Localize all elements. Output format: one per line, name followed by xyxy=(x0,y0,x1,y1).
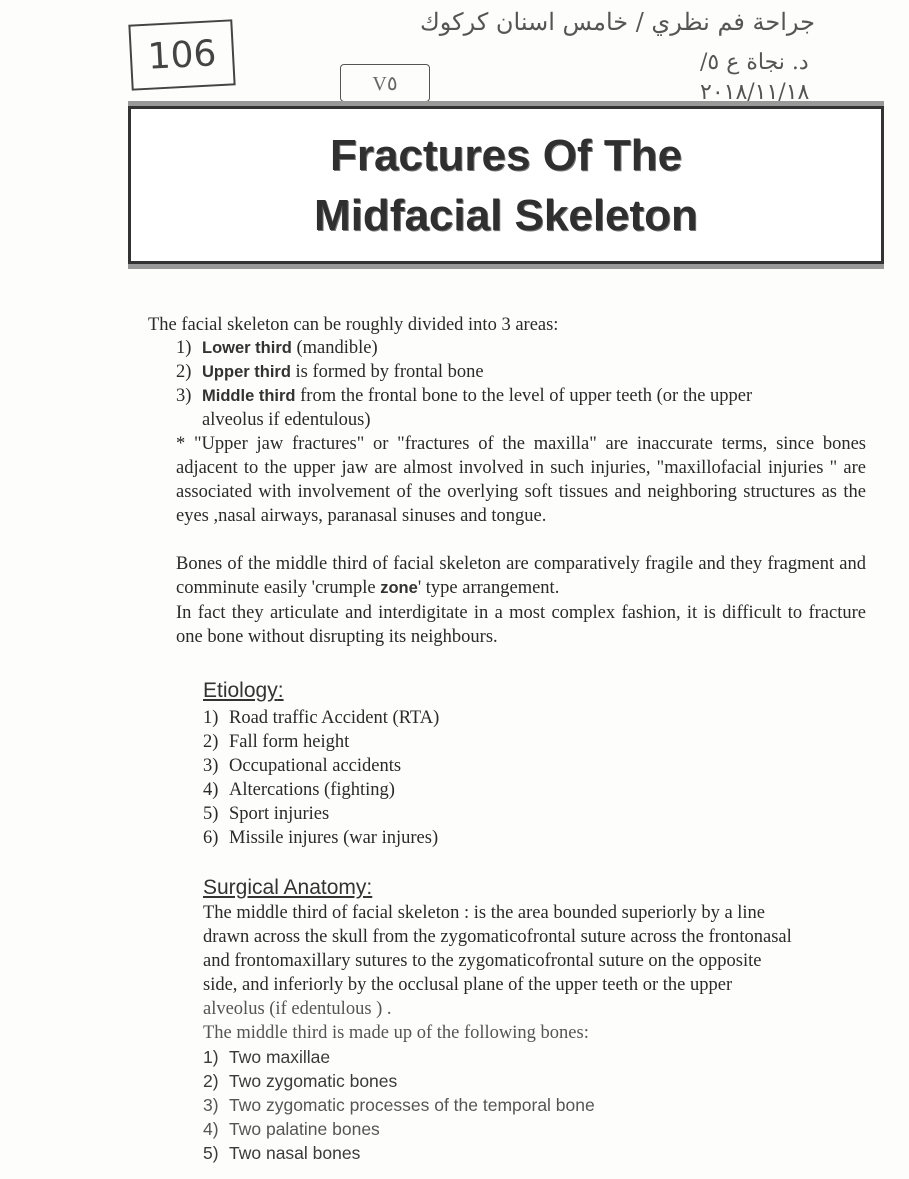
handwritten-date: ٢٠١٨/١١/١٨ xyxy=(700,80,810,105)
anatomy-line: side, and inferiorly by the occlusal plane of the upper teeth or the upper xyxy=(203,975,733,995)
anatomy-line: drawn across the skull from the zygomaticofrontal suture across the frontonasal xyxy=(203,927,792,947)
etiology-text: Sport injuries xyxy=(229,804,330,824)
articulation-paragraph: In fact they articulate and interdigitate in a most complex fashion, it is difficult to fracture one bone without disrupting its neighbours. xyxy=(176,603,866,647)
bone-item xyxy=(203,1045,330,1069)
etiology-heading-text: Etiology xyxy=(203,679,278,702)
etiology-number: 1) xyxy=(203,708,219,728)
bone-number: 1) xyxy=(203,1047,219,1067)
handwritten-box-note: V٥ xyxy=(340,64,430,102)
area-item xyxy=(176,384,752,408)
title-line-2: Midfacial Skeleton xyxy=(314,191,698,240)
etiology-text: Occupational accidents xyxy=(229,756,402,776)
area-number: 3) xyxy=(176,386,192,406)
fragility-bold: zone xyxy=(380,579,418,597)
etiology-text: Altercations (fighting) xyxy=(229,780,395,800)
etiology-number: 5) xyxy=(203,804,219,824)
area-3-continuation: alveolus if edentulous) xyxy=(202,410,371,430)
bone-text: Two zygomatic bones xyxy=(229,1071,398,1091)
etiology-text: Fall form height xyxy=(229,732,350,752)
anatomy-line: The middle third of facial skeleton : is the area bounded superiorly by a line xyxy=(203,903,766,923)
area-term: Middle third xyxy=(202,387,296,405)
bone-item xyxy=(203,1093,595,1117)
bone-text: Two maxillae xyxy=(229,1047,331,1067)
anatomy-heading-colon: : xyxy=(366,876,373,899)
anatomy-line: and frontomaxillary sutures to the zygomaticofrontal suture on the opposite xyxy=(203,951,762,971)
note-paragraph: * "Upper jaw fractures" or "fractures of the maxilla" are inaccurate terms, since bones adjacent to the upper jaw are almost involved in such injuries, "maxillofacial injuries " are associated with involvement of the overlying soft tissues and neighboring structures as the eyes ,nasal airways, paranasal sinuses and tongue. xyxy=(176,434,866,526)
etiology-number: 2) xyxy=(203,732,219,752)
handwritten-page-number: 106 xyxy=(128,19,235,90)
etiology-item xyxy=(203,706,439,730)
etiology-item xyxy=(203,730,349,754)
bone-text: Two palatine bones xyxy=(229,1119,380,1139)
bone-number: 2) xyxy=(203,1071,219,1091)
bone-number: 3) xyxy=(203,1095,219,1115)
anatomy-heading-text: Surgical Anatomy xyxy=(203,876,367,899)
etiology-number: 3) xyxy=(203,756,219,776)
fragility-text-b: ' type arrangement. xyxy=(417,578,560,598)
bone-text: Two zygomatic processes of the temporal bone xyxy=(229,1095,595,1115)
etiology-item xyxy=(203,826,438,850)
title-box xyxy=(128,106,884,264)
fragility-paragraph xyxy=(176,552,866,600)
area-number: 1) xyxy=(176,338,192,358)
etiology-item xyxy=(203,802,329,826)
bone-item xyxy=(203,1117,380,1141)
area-desc: is formed by frontal bone xyxy=(290,362,484,382)
area-desc: from the frontal bone to the level of upper teeth (or the upper xyxy=(295,386,753,406)
etiology-heading-colon: : xyxy=(277,679,284,702)
anatomy-line: alveolus (if edentulous ) . xyxy=(203,999,392,1019)
area-item xyxy=(176,360,484,384)
etiology-heading xyxy=(203,679,284,703)
anatomy-heading xyxy=(203,876,372,900)
area-number: 2) xyxy=(176,362,192,382)
area-term: Upper third xyxy=(202,363,291,381)
title-line-1: Fractures Of The xyxy=(329,131,683,180)
etiology-text: Missile injures (war injures) xyxy=(229,828,439,848)
handwritten-course-note: جراحة فم نظري / خامس اسنان كركوك xyxy=(420,8,815,36)
bone-number: 4) xyxy=(203,1119,219,1139)
etiology-number: 6) xyxy=(203,828,219,848)
etiology-number: 4) xyxy=(203,780,219,800)
fragility-text-a: Bones of the middle third of facial skeleton are comparatively fragile and they fragment and comminute easily 'crumple xyxy=(176,554,866,598)
intro-lead: The facial skeleton can be roughly divided into 3 areas: xyxy=(148,315,559,335)
etiology-item xyxy=(203,754,401,778)
area-desc: (mandible) xyxy=(291,338,378,358)
handwritten-lecturer-note: د. نجاة ع ٥/ xyxy=(700,50,809,75)
bone-item xyxy=(203,1069,397,1093)
etiology-item xyxy=(203,778,395,802)
bone-item xyxy=(203,1141,360,1165)
area-term: Lower third xyxy=(202,339,292,357)
bone-number: 5) xyxy=(203,1143,219,1163)
bone-text: Two nasal bones xyxy=(229,1143,361,1163)
etiology-text: Road traffic Accident (RTA) xyxy=(229,708,440,728)
bones-lead: The middle third is made up of the following bones: xyxy=(203,1023,589,1043)
area-item xyxy=(176,336,378,360)
